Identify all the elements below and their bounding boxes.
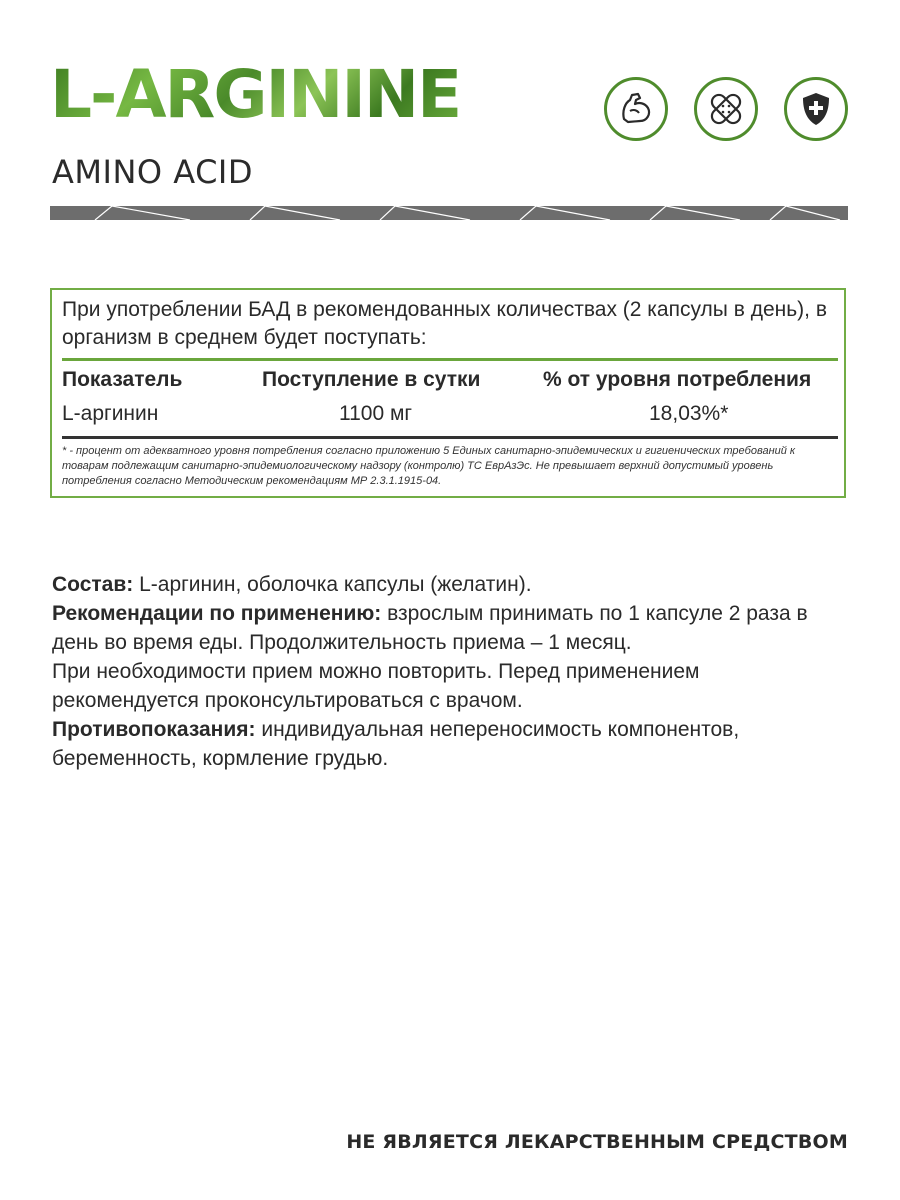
footnote: * - процент от адекватного уровня потребления согласно приложению 5 Единых санитарно-эпидемических и гигиенических требований к товарам подлежащим санитарно-эпидемиологическому надзору (контролю) ТС ЕврАзЭс. Не превышает верхний допустимый уровень потребления согласно Методическим рекомендациям МР 2.3.1.1915-04. xyxy=(62,445,796,487)
column-header-indicator: Показатель xyxy=(62,368,183,391)
decorative-band xyxy=(50,206,848,220)
recommendations-label: Рекомендации по применению: xyxy=(52,602,382,625)
composition-label: Состав: xyxy=(52,573,134,596)
contraindications-text: индивидуальная непереносимость компонентов, беременность, кормление грудью. xyxy=(52,718,740,770)
product-description xyxy=(52,570,832,773)
row-daily: 1100 мг xyxy=(339,402,413,425)
joints-bandage-icon xyxy=(694,77,758,141)
row-percent: 18,03%* xyxy=(649,402,729,425)
recommendations-text: взрослым принимать по 1 капсуле 2 раза в день во время еды. Продолжительность приема – 1 месяц. xyxy=(52,602,808,654)
contraindications-paragraph xyxy=(52,715,832,773)
recommendations-paragraph xyxy=(52,599,832,657)
divider xyxy=(62,436,838,439)
row-indicator: L-аргинин xyxy=(62,402,159,425)
nutrition-intro: При употреблении БАД в рекомендованных количествах (2 капсулы в день), в организм в среднем будет поступать: xyxy=(62,298,827,349)
column-header-daily: Поступление в сутки xyxy=(262,368,481,391)
composition-paragraph xyxy=(52,570,832,599)
benefit-icons xyxy=(604,77,848,141)
shield-cross-icon xyxy=(784,77,848,141)
recommendations-note: При необходимости прием можно повторить. Перед применением рекомендуется проконсультироваться с врачом. xyxy=(52,660,700,712)
nutrition-table xyxy=(50,288,846,498)
product-subtitle: AMINO ACID xyxy=(52,153,253,191)
contraindications-label: Противопоказания: xyxy=(52,718,256,741)
composition-text: L-аргинин, оболочка капсулы (желатин). xyxy=(133,573,532,596)
product-title: L-ARGININE xyxy=(50,56,461,133)
muscle-arm-icon xyxy=(604,77,668,141)
divider xyxy=(62,358,838,361)
disclaimer: НЕ ЯВЛЯЕТСЯ ЛЕКАРСТВЕННЫМ СРЕДСТВОМ xyxy=(346,1131,848,1153)
column-header-percent: % от уровня потребления xyxy=(543,368,812,391)
